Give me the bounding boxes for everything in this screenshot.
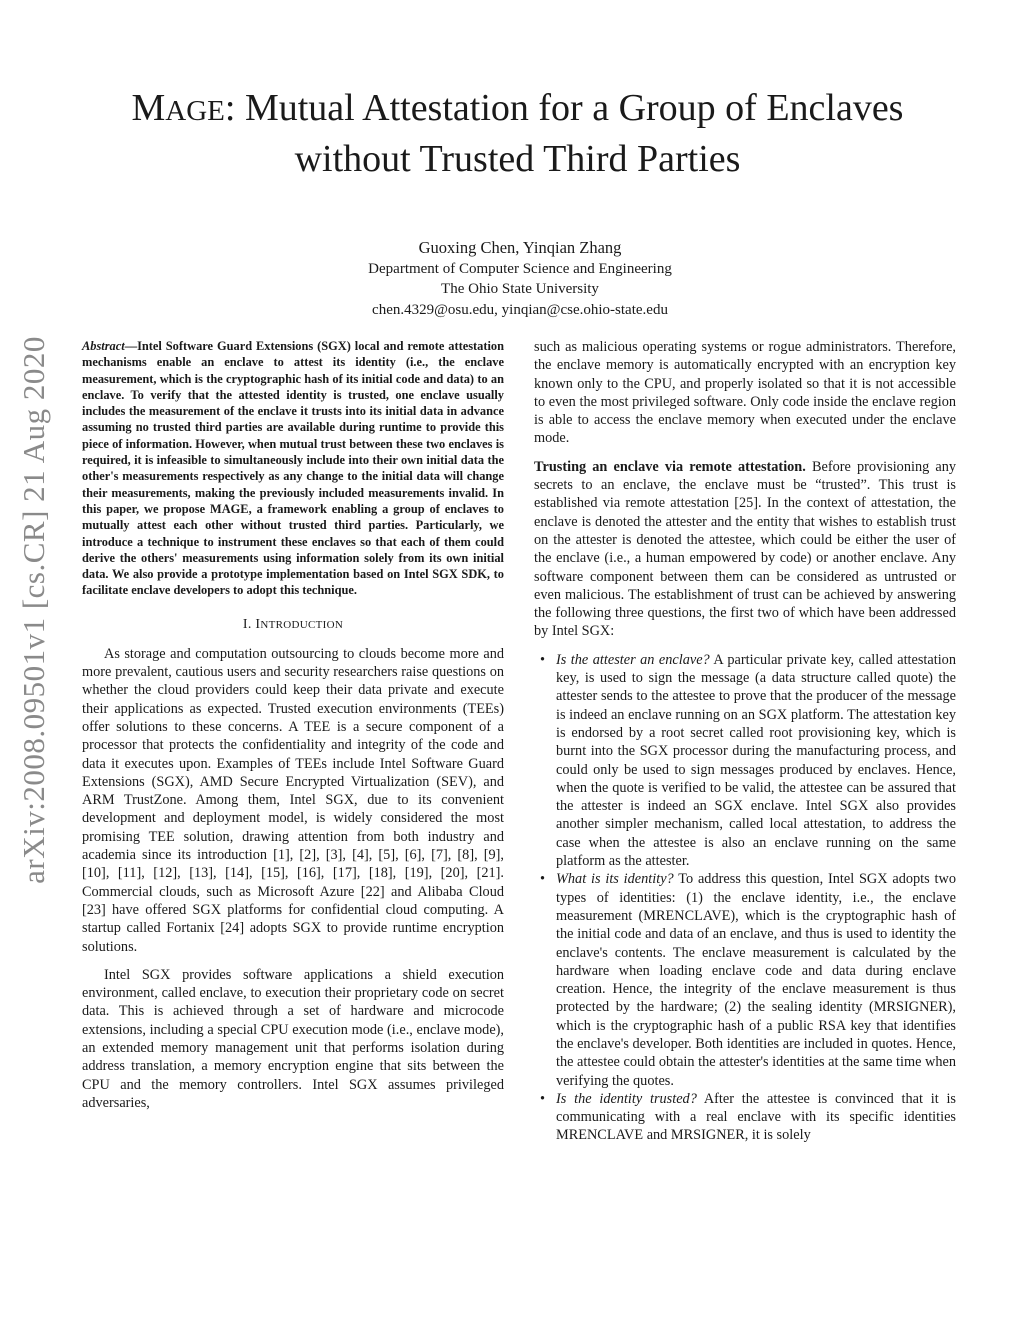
section-heading-introduction	[82, 617, 504, 633]
author-block	[200, 238, 840, 320]
bullet-question: Is the identity trusted?	[556, 1090, 697, 1107]
bullet-body: After the attestee is convinced that it is communicating with a real enclave with its specific identities MRENCLAVE and MRSIGNER, it is solely	[556, 1090, 956, 1144]
section-smallcaps: NTRODUCTION	[260, 618, 344, 631]
bullet-question: What is its identity?	[556, 871, 674, 888]
title-line-1	[60, 84, 975, 135]
author-department: Department of Computer Science and Engineering	[368, 260, 672, 277]
bullet-question: Is the attester an enclave?	[556, 651, 710, 668]
paragraph-body: Before provisioning any secrets to an enclave, the enclave must be “trusted”. This trust is established via remote attestation [25]. In the context of attestation, the enclave is denoted the attester and the entity that wishes to establish trust on the attester is denoted the attestee, which could be either the user of the enclave (i.e., a human empowered by code) or another enclave. Any software component between them can be considered as untrusted or even malicious. The establishment of trust can be achieved by answering the following three questions, the first two of which have been addressed by Intel SGX:	[534, 458, 956, 640]
title-line-2: without Trusted Third Parties	[294, 138, 741, 180]
question-list	[534, 651, 956, 1145]
intro-paragraph-1: As storage and computation outsourcing to clouds become more and more prevalent, cautious users and security researchers raise questions on whether the cloud providers could keep their data private and execute their applications as expected. Trusted execution environments (TEEs) offer solutions to these concerns. A TEE is a secure component of a processor that protects the confidentiality and integrity of the code and data it executes upon. Examples of TEEs include Intel Software Guard Extensions (SGX), AMD Secure Encrypted Virtualization (SEV), and ARM TrustZone. Among them, Intel SGX, due to its convenient development and deployment model, is widely considered the most promising TEE solution, drawing attention from both industry and academia since its introduction [1], [2], [3], [4], [5], [6], [7], [8], [9], [10], [11], [12], [13], [14], [15], [16], [17], [18], [19], [20], [21]. Commercial clouds, such as Microsoft Azure [22] and Alibaba Cloud [23] have offered SGX platforms for confidential cloud computing. A startup called Fortanix [24] adopts SGX to provide runtime encryption solutions.	[82, 645, 504, 955]
right-paragraph-2	[534, 458, 956, 641]
author-names: Guoxing Chen, Yinqian Zhang	[418, 238, 622, 257]
abstract-body: —Intel Software Guard Extensions (SGX) local and remote attestation mechanisms enable an enclave to attest its identity (i.e., the enclave measurement, which is the cryptographic hash of its initial code and data) to an enclave. To verify that the attested identity is trusted, one enclave usually includes the measurement of the enclave it trusts into its initial data in advance assuming no trusted third parties are available during runtime to provide this piece of information. However, when mutual trust between these two enclaves is required, it is infeasible to simultaneously include into their own initial data the other's measurements respectively as any change to the initial data will change their measurements, making the previously included measurements invalid. In this paper, we propose MAGE, a framework enabling a group of enclaves to mutually attest each other without trusted third parties. Particularly, we introduce a technique to instrument these enclaves so that each of them could derive the others' measurements using information solely from its own initial data. We also provide a prototype implementation based on Intel SGX SDK, to facilitate enclave developers to adopt this technique.	[82, 339, 504, 598]
abstract-lead: Abstract	[82, 339, 125, 353]
right-column	[534, 338, 956, 1145]
author-university: The Ohio State University	[441, 281, 599, 297]
title-cap: M	[131, 87, 166, 129]
arxiv-identifier	[8, 310, 60, 910]
title-smallcaps: AGE	[165, 95, 225, 127]
list-item	[534, 1090, 956, 1145]
right-paragraph-1: such as malicious operating systems or rogue administrators. Therefore, the enclave memory is automatically encrypted with an encryption key known only to the CPU, and properly isolated so that it is not accessible to even the most privileged software. Only code inside the enclave region is able to access the enclave memory when executed under the enclave mode.	[534, 339, 956, 447]
list-item	[534, 651, 956, 871]
paragraph-lead-heading: Trusting an enclave via remote attestation.	[534, 458, 806, 475]
left-column	[82, 338, 504, 1122]
section-number: I.	[242, 616, 256, 632]
arxiv-identifier-text: arXiv:2008.09501v1 [cs.CR] 21 Aug 2020	[16, 336, 51, 884]
title-rest: : Mutual Attestation for a Group of Enclaves	[224, 87, 904, 129]
paper-title	[60, 84, 975, 183]
abstract	[82, 338, 504, 599]
intro-paragraph-2: Intel SGX provides software applications a shield execution environment, called enclave, to execution their proprietary code on secret data. This is achieved through a set of hardware and microcode extensions, including a special CPU execution mode (i.e., enclave mode), an extended memory management unit that performs isolation during address translation, a memory encryption engine that sits between the CPU and the memory controllers. Intel SGX assumes privileged adversaries,	[82, 966, 504, 1111]
list-item	[534, 870, 956, 1090]
author-emails: chen.4329@osu.edu, yinqian@cse.ohio-state.edu	[372, 301, 668, 318]
bullet-body: To address this question, Intel SGX adopts two types of identities: (1) the enclave identity, i.e., the enclave measurement (MRENCLAVE), which is the cryptographic hash of the initial code and data of an enclave, and thus is used to identity the enclave's contents. The enclave measurement is calculated by the hardware when loading enclave code and data during enclave creation. Hence, the integrity of the enclave measurement is thus protected by the hardware; (2) the sealing identity (MRSIGNER), which is the cryptographic hash of a public RSA key that identifies the enclave's developer. Both identities are included in quotes. Hence, the attestee could obtain the attester's identities at the same time when verifying the quotes.	[556, 871, 956, 1089]
bullet-body: A particular private key, called attestation key, is used to sign the message (a data structure called quote) the attester sends to the attestee to prove that the producer of the message is indeed an enclave running on an SGX platform. The attestation key is endorsed by a root secret called root provisioning key, which is burnt into the SGX processor during the manufacturing process, and could only be used to sign messages produced by enclaves. Hence, when the quote is verified to be valid, the attestee can be assured that the attester is indeed an SGX enclave. Intel SGX also provides another simpler mechanism, called local attestation, to address the case when the attestee is also an enclave running on the same platform as the attester.	[556, 651, 956, 870]
section-cap: I	[255, 616, 261, 632]
